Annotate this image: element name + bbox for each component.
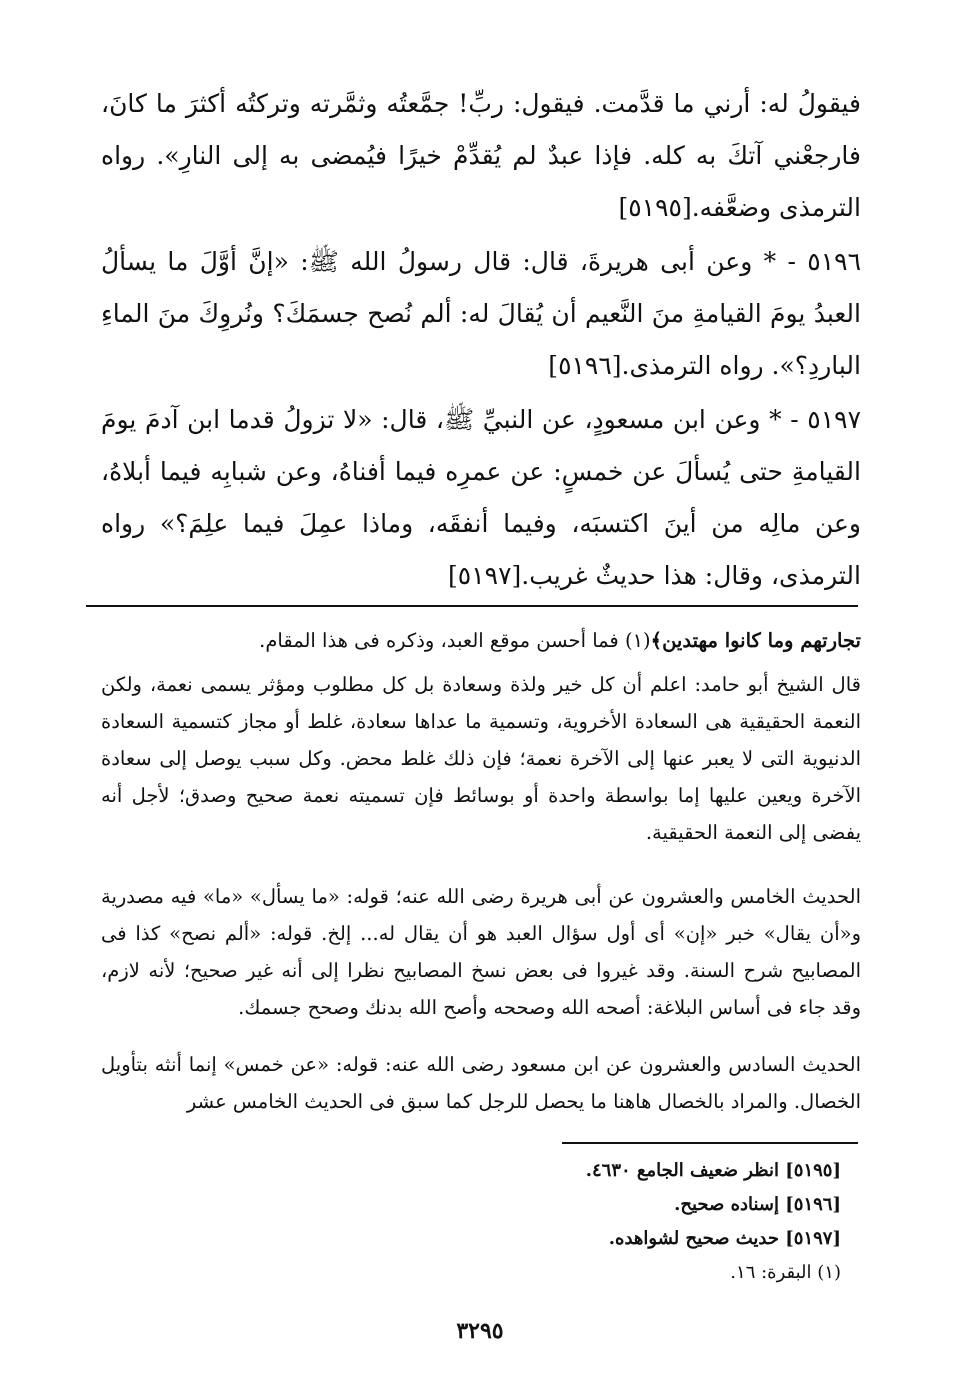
hadith-5196: ٥١٩٦ - * وعن أبى هريرةَ، قال: قال رسولُ الله ﷺ: «إنَّ أوَّلَ ما يسألُ العبدُ يومَ القيامةِ منَ النَّعيم أن يُقالَ له: ألم نُصح جسمَكَ؟ ونُروِكَ منَ الماءِ الباردِ؟». رواه الترمذى.[٥١٩٦] <box>101 247 861 380</box>
footnote-divider <box>562 1142 858 1144</box>
commentary-paragraph-2: قال الشيخ أبو حامد: اعلم أن كل خير ولذة وسعادة بل كل مطلوب ومؤثر يسمى نعمة، ولكن النعمة الحقيقية هى السعادة الأخروية، وتسمية ما عداها سعادة، غلط أو مجاز كتسمية السعادة الدنيوية التى لا يعبر عنها إلى الآخرة نعمة؛ فإن ذلك غلط محض. وكل سبب يوصل إلى سعادة الآخرة ويعين عليها إما بواسطة واحدة أو بوسائط فإن تسميته نعمة صحيح وصدق؛ لأجل أنه يفضى إلى النعمة الحقيقية. <box>101 673 861 844</box>
quran-quote: تجارتهم وما كانوا مهتدين﴾ <box>650 629 861 652</box>
footnote-5196: [٥١٩٦] إسناده صحيح. <box>674 1194 841 1215</box>
footnote-5195: [٥١٩٥] انظر ضعيف الجامع ٤٦٣٠. <box>585 1160 841 1181</box>
footnotes <box>321 1154 841 1290</box>
commentary-text: (١) فما أحسن موقع العبد، وذكره فى هذا المقام. <box>259 629 651 652</box>
commentary-paragraph-1 <box>101 622 861 659</box>
footnote-5197: [٥١٩٧] حديث صحيح لشواهده. <box>608 1228 841 1249</box>
commentary-paragraph-3: الحديث الخامس والعشرون عن أبى هريرة رضى الله عنه؛ قوله: «ما يسأل» «ما» فيه مصدرية و«أن يقال» خبر «إن» أى أول سؤال العبد هو أن يقال له... إلخ. قوله: «ألم نصح» كذا فى المصابيح شرح السنة. وقد غيروا فى بعض نسخ المصابيح نظرا إلى أنه غير صحيح؛ لأنه لازم، وقد جاء فى أساس البلاغة: أصحه الله وصححه وأصح الله بدنك وصحح جسمك. <box>101 885 861 1019</box>
footnote-1: (١) البقرة: ١٦. <box>730 1262 841 1283</box>
commentary-paragraph-4: الحديث السادس والعشرون عن ابن مسعود رضى الله عنه: قوله: «عن خمس» إنما أنثه بتأويل الخصال. والمراد بالخصال هاهنا ما يحصل للرجل كما سبق فى الحديث الخامس عشر <box>101 1053 861 1113</box>
section-divider <box>86 605 858 607</box>
page-number: ٣٢٩٥ <box>456 1318 504 1344</box>
hadith-5197: ٥١٩٧ - * وعن ابن مسعودٍ، عن النبيِّ ﷺ، قال: «لا تزولُ قدما ابن آدمَ يومَ القيامةِ حتى يُسألَ عن خمسٍ: عن عمرِه فيما أفناهُ، وعن شبابِه فيما أبلاهُ، وعن مالِه من أينَ اكتسبَه، وفيما أنفقَه، وماذا عمِلَ فيما علِمَ؟» رواه الترمذى، وقال: هذا حديثٌ غريب.[٥١٩٧] <box>101 405 861 590</box>
hadith-continuation-5195: فيقولُ له: أرني ما قدَّمت. فيقول: ربِّ! جمَّعتُه وثمَّرته وتركتُه أكثرَ ما كانَ، فارجعْني آتكَ به كله. فإذا عبدٌ لم يُقدِّمْ خيرًا فيُمضى به إلى النارِ». رواه الترمذى وضعَّفه.[٥١٩٥] <box>101 89 861 222</box>
